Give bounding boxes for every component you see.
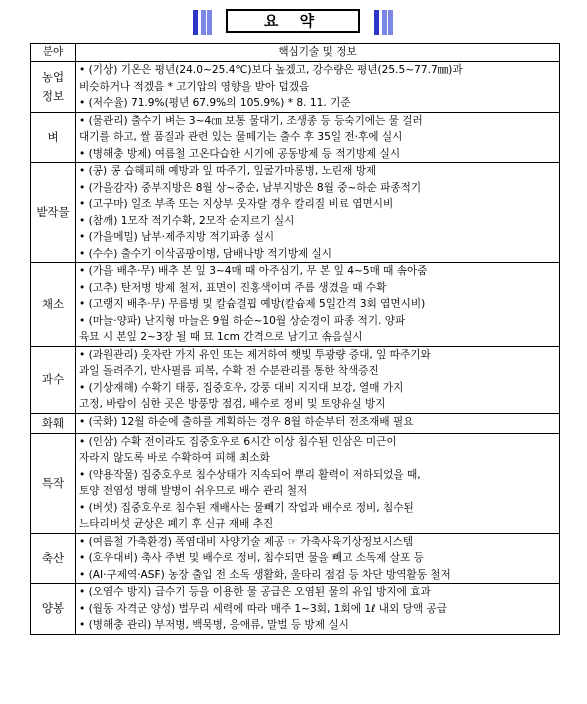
table-row [31, 163, 560, 263]
table-row [31, 533, 560, 584]
summary-table [30, 43, 560, 635]
content-line: • (호우대비) 축사 주변 및 배수로 정비, 침수되면 물을 빼고 소독제 살포 등 [79, 552, 424, 564]
title-decoration-left-bar-light-2 [207, 10, 212, 35]
row-content [76, 112, 560, 163]
content-line: • (여름철 가축환경) 폭염대비 사양기술 제공 ☞ 가축사육기상정보시스템 [79, 535, 414, 548]
title-decoration-left-bar [193, 10, 198, 35]
content-line: 육묘 시 본잎 2~3장 될 때 묘 1cm 간격으로 남기고 솎음실시 [79, 331, 363, 343]
content-line: 고정, 바람이 심한 곳은 방풍망 점검, 배수로 정비 및 토양유실 방지 [79, 398, 386, 410]
row-category: 화훼 [31, 413, 76, 433]
content-line: 비슷하거나 적겠음 * 고기압의 영향을 받아 덥겠음 [79, 80, 310, 93]
column-header-content: 핵심기술 및 정보 [76, 44, 560, 62]
row-category: 과수 [31, 346, 76, 413]
content-line: • (병해충 방제) 여름철 고온다습한 시기에 공동방제 등 적기방제 실시 [79, 147, 401, 160]
content-line: • (기상재해) 수확기 태풍, 집중호우, 강풍 대비 지지대 보강, 열매 가지 [79, 381, 404, 394]
row-content [76, 413, 560, 433]
title-decoration-left-bar-light [201, 10, 206, 35]
table-row [31, 433, 560, 533]
content-line: • (고랭지 배추·무) 무름병 및 칼슘결핍 예방(칼슘제 5일간격 3회 엽면시비) [79, 298, 426, 310]
content-line: • (마늘·양파) 난지형 마늘은 9월 하순~10월 상순경이 파종 적기. 양파 [79, 314, 406, 327]
row-category: 채소 [31, 263, 76, 347]
row-content [76, 346, 560, 413]
content-line: • (국화) 12월 하순에 출하를 계획하는 경우 8월 하순부터 전조재배 필요 [79, 415, 414, 428]
row-content [76, 263, 560, 347]
content-line: • (저수율) 71.9%(평년 67.9%의 105.9%) * 8. 11. 기준 [79, 97, 351, 109]
table-header-row [31, 44, 560, 62]
page-title: 요 약 [226, 9, 360, 33]
row-category: 양봉 [31, 584, 76, 635]
content-line: • (약용작물) 집중호우로 침수상태가 지속되어 뿌리 활력이 저하되었을 때, [79, 468, 421, 481]
table-row [31, 413, 560, 433]
content-line: • (AI·구제역·ASF) 농장 출입 전 소독 생활화, 울타리 점검 등 차단 방역활동 철저 [79, 568, 451, 581]
column-header-category: 분야 [31, 44, 76, 62]
row-content [76, 62, 560, 113]
content-line: • (고구마) 일조 부족 또는 지상부 웃자랄 경우 칼리질 비료 엽면시비 [79, 198, 394, 210]
content-line: • (물관리) 출수기 벼는 3~4㎝ 보통 물대기, 조생종 등 등숙기에는 물 걸러 [79, 114, 423, 127]
table-row [31, 584, 560, 635]
content-line: • (고추) 탄저병 방제 철저, 표면이 진홍색이며 주름 생겼을 때 수확 [79, 281, 387, 294]
content-line: • (수수) 출수기 이삭곰팡이병, 담배나방 적기방제 실시 [79, 247, 332, 260]
table-row [31, 346, 560, 413]
row-content [76, 584, 560, 635]
content-line: • (가을 배추·무) 배추 본 잎 3~4매 때 아주심기, 무 본 잎 4~5매 때 솎아줌 [79, 265, 428, 277]
row-content [76, 163, 560, 263]
content-line: • (가을메밀) 남부·제주지방 적기파종 실시 [79, 231, 275, 243]
row-content [76, 533, 560, 584]
content-line: 과일 돌려주기, 반사필름 피복, 수확 전 수분관리를 통한 착색증진 [79, 365, 379, 377]
table-row [31, 263, 560, 347]
content-line: 토양 전염성 병해 발병이 쉬우므로 배수 관리 철저 [79, 485, 308, 497]
content-line: • (월동 자격군 양성) 벌무리 세력에 따라 매주 1~3회, 1회에 1ℓ 내외 당액 공급 [79, 602, 447, 615]
content-line: • (기상) 기온은 평년(24.0~25.4℃)보다 높겠고, 강수량은 평년(25.5~77.7㎜)과 [79, 64, 463, 76]
title-decoration-right-bar [374, 10, 379, 35]
content-line: • (인삼) 수확 전이라도 집중호우로 6시간 이상 침수된 인삼은 미근이 [79, 435, 397, 448]
content-line: • (가을감자) 중부지방은 8월 상~중순, 남부지방은 8월 중~하순 파종적기 [79, 181, 422, 194]
content-line: • (오염수 방지) 급수기 등을 이용한 물 공급은 오염된 물의 유입 방지에 효과 [79, 586, 431, 598]
row-category: 벼 [31, 112, 76, 163]
row-category: 농업 정보 [31, 62, 76, 113]
row-category: 축산 [31, 533, 76, 584]
content-line: • (콩) 콩 습해피해 예방과 잎 따주기, 잎굴가마롱병, 노린재 방제 [79, 165, 377, 177]
content-line: • (과원관리) 웃자란 가지 유인 또는 제거하여 햇빛 투광량 증대, 잎 따주기와 [79, 348, 431, 361]
summary-header [0, 7, 587, 37]
row-content [76, 433, 560, 533]
table-row [31, 62, 560, 113]
title-decoration-right-bar-light [382, 10, 387, 35]
content-line: 자라지 않도록 바로 수확하여 피해 최소화 [79, 452, 270, 464]
row-category: 밭작물 [31, 163, 76, 263]
table-row [31, 112, 560, 163]
content-line: 대기를 하고, 쌀 품질과 관련 있는 물떼기는 출수 후 35일 전·후에 실시 [79, 131, 403, 143]
content-line: 느타리버섯 균상은 폐기 후 신규 재배 추진 [79, 518, 274, 530]
content-line: • (병해충 관리) 부저병, 백묵병, 응애류, 말벌 등 방제 실시 [79, 619, 349, 631]
title-decoration-right-bar-light-2 [388, 10, 393, 35]
row-category: 특작 [31, 433, 76, 533]
table-body [31, 62, 560, 635]
content-line: • (참깨) 1모작 적기수확, 2모작 순지르기 실시 [79, 214, 295, 227]
content-line: • (버섯) 집중호우로 침수된 재배사는 물빼기 작업과 배수로 정비, 침수된 [79, 501, 414, 514]
